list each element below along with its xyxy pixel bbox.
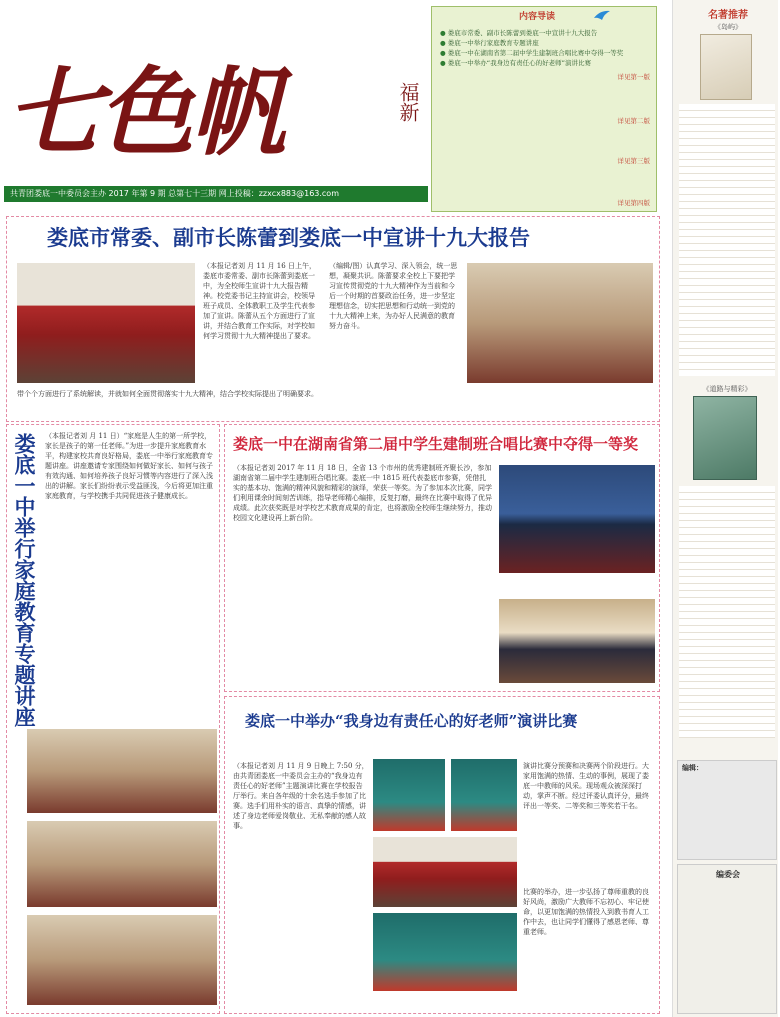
bird-icon xyxy=(592,8,612,24)
newspaper-title: 七色帆 xyxy=(6,58,282,168)
book2-title: 《道路与精彩》 xyxy=(702,385,752,393)
speech-article xyxy=(224,696,660,1014)
speech-text-col1: （本报记者刘 月 11 月 9 日晚上 7:50 分，由共青团娄底一中委员会主办的“我身边有责任心的好老师”主题演讲比赛在学校报告厅举行。来自各年级的十余名选手参加了比赛。选手们用朴实的语言、真挚的情感，讲述了身边老师爱岗敬业、无私奉献的感人故事。 xyxy=(233,762,369,830)
toc-lead-item[interactable]: ● 娄底一中在湖南省第二届中学生建制班合唱比赛中夺得一等奖 xyxy=(440,49,624,57)
book2-summary xyxy=(679,486,775,738)
lead-photo-2 xyxy=(467,263,653,383)
sidebar-header: 名著推荐 xyxy=(708,10,748,21)
choir-headline: 娄底一中在湖南省第二届中学生建制班合唱比赛中夺得一等奖 xyxy=(233,435,639,453)
toc-page-label[interactable]: 详见第三版 xyxy=(617,157,650,165)
lead-caption: 带个个方面进行了系统解读，并就如何全面贯彻落实十九大精神，结合学校实际提出了明确要求。 xyxy=(17,390,318,398)
lecture-photo-3 xyxy=(27,915,217,1005)
lead-photo-1 xyxy=(17,263,195,383)
speech-photo-2 xyxy=(451,759,517,831)
book1-cover xyxy=(700,34,752,100)
speech-photo-1 xyxy=(373,759,445,831)
lead-text-col1: （本报记者刘 月 11 月 16 日上午，娄底市委常委、副市长陈蕾到娄底一中，为全校师生宣讲十九大报告精神。校党委书记主持宣讲会，校领导班子成员、全体教职工及学生代表参加了宣讲。陈蕾从五个方面进行了宣讲，并结合教育工作实际，对学校如何学习贯彻十九大精神提出了要求。 xyxy=(203,262,316,340)
lead-article xyxy=(6,216,660,422)
choir-photo-1 xyxy=(499,465,655,573)
choir-photo-2 xyxy=(499,599,655,683)
lecture-photo-2 xyxy=(27,821,217,907)
speech-headline: 娄底一中举办“我身边有责任心的好老师”演讲比赛 xyxy=(245,712,578,730)
lecture-headline: 娄底一中举行家庭教育专题讲座 xyxy=(12,433,37,727)
lead-text-col2: （编辑/图）认真学习、深入领会，统一思想，凝聚共识。陈蕾要求全校上下要把学习宣传贯彻党的十九大精神作为当前和今后一个时期的首要政治任务，进一步坚定理想信念，切实把思想和行动统一到党的十九大精神上来，为办好人民满意的教育努力奋斗。 xyxy=(329,262,458,330)
speech-text-col3: 比赛的举办，进一步弘扬了尊师重教的良好风尚，激励广大教师不忘初心、牢记使命，以更加饱满的热情投入到教书育人工作中去，也让同学们懂得了感恩老师、尊重老师。 xyxy=(523,888,649,936)
choir-article xyxy=(224,424,660,692)
book1-summary xyxy=(679,104,775,376)
choir-text: （本报记者刘 2017 年 11 月 18 日，全省 13 个市州的优秀建制班齐聚长沙，参加湖南省第二届中学生建制班合唱比赛。娄底一中 1815 班代表娄底市参赛，凭借扎实的基本功、饱满的精神风貌和精彩的演绎，荣获一等奖。为了参加本次比赛，同学们利用课余时间刻苦训练，指导老师精心编排，反复打磨，最终在比赛中取得了优异成绩。此次获奖既是对学校艺术教育成果的肯定，也将激励全校师生继续努力，推动校园文化建设再上新台阶。 xyxy=(233,464,492,522)
editorial-board xyxy=(677,864,777,1014)
toc-page-label[interactable]: 详见第一版 xyxy=(617,73,650,81)
toc-page-label[interactable]: 详见第四版 xyxy=(617,199,650,207)
editorial-label: 编辑： xyxy=(682,764,703,772)
masthead xyxy=(0,0,430,212)
lecture-photo-1 xyxy=(27,729,217,813)
toc-page-label[interactable]: 详见第二版 xyxy=(617,117,650,125)
lead-headline: 娄底市常委、副市长陈蕾到娄底一中宣讲十九大报告 xyxy=(47,225,530,250)
book1-title: 《岛屿》 xyxy=(714,23,742,31)
speech-photo-3 xyxy=(373,837,517,907)
toc-lead-item[interactable]: ● 娄底一中举办“我身边有责任心的好老师”演讲比赛 xyxy=(440,59,591,67)
info-bar: 共青团娄底一中委员会主办 2017 年第 9 期 总第七十三期 网上投稿：zzxcx883@163.com xyxy=(4,186,428,202)
book2-cover xyxy=(693,396,757,480)
lecture-article xyxy=(6,424,220,1014)
right-sidebar xyxy=(672,0,778,1017)
board-heading: 编委会 xyxy=(716,870,740,879)
lecture-text: （本报记者刘 月 11 日）“家庭是人生的第一所学校，家长是孩子的第一任老师。”为进一步提升家庭教育水平，构建家校共育良好格局，娄底一中举行家庭教育专题讲座。讲座邀请专家围绕如何做好家长、如何与孩子有效沟通、如何培养孩子良好习惯等内容进行了深入浅出的讲解。家长们纷纷表示受益匪浅，今后将更加注重家庭教育，与学校携手共同促进孩子健康成长。 xyxy=(45,432,213,500)
toc-heading: 内容导读 xyxy=(518,12,555,22)
editorial-box xyxy=(677,760,777,860)
speech-photo-4 xyxy=(373,913,517,991)
toc-lead-item[interactable]: ● 娄底一中举行家庭教育专题讲座 xyxy=(440,39,539,47)
table-of-contents xyxy=(431,6,657,212)
calligraphy-signature: 福新 xyxy=(396,82,420,122)
speech-text-col2: 演讲比赛分预赛和决赛两个阶段进行。大家用饱满的热情、生动的事例，展现了娄底一中教师的风采。现场观众被深深打动，掌声不断。经过评委认真评分，最终评出一等奖、二等奖和三等奖若干名。 xyxy=(523,762,649,810)
toc-lead-item[interactable]: ● 娄底市常委、副市长陈蕾到娄底一中宣讲十九大报告 xyxy=(440,29,598,37)
